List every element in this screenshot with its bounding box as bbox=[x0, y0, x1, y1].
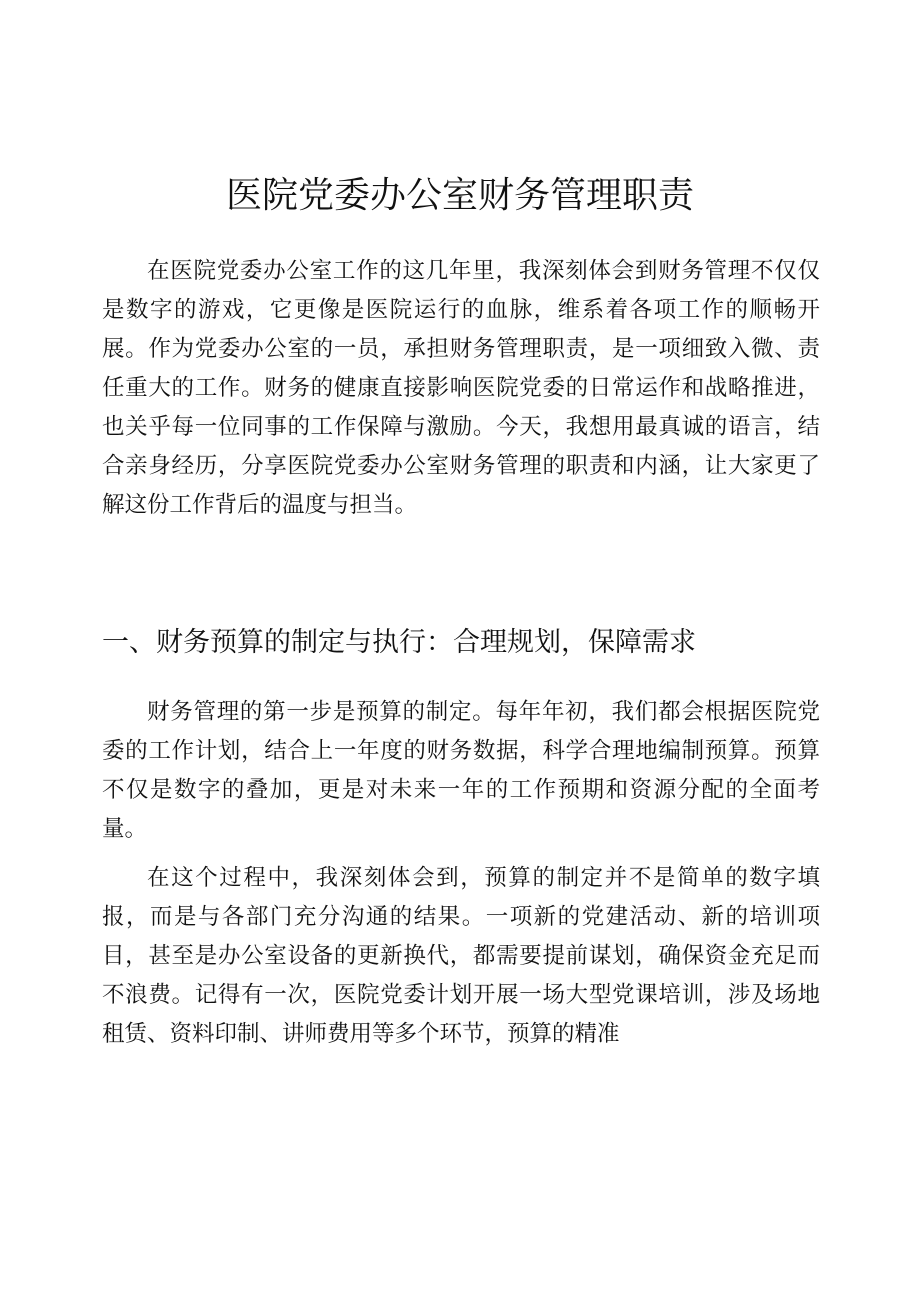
section-paragraph: 财务管理的第一步是预算的制定。每年年初，我们都会根据医院党委的工作计划，结合上一年度的财务数据，科学合理地编制预算。预算不仅是数字的叠加，更是对未来一年的工作预期和资源分配的全面考量。 bbox=[102, 699, 820, 842]
section-heading: 一、财务预算的制定与执行：合理规划，保障需求 bbox=[102, 627, 696, 658]
section-paragraph: 在这个过程中，我深刻体会到，预算的制定并不是简单的数字填报，而是与各部门充分沟通的结果。一项新的党建活动、新的培训项目，甚至是办公室设备的更新换代，都需要提前谋划，确保资金充足而不浪费。记得有一次，医院党委计划开展一场大型党课培训，涉及场地租赁、资料印制、讲师费用等多个环节，预算的精准 bbox=[102, 865, 820, 1047]
document-title: 医院党委办公室财务管理职责 bbox=[225, 175, 694, 216]
intro-paragraph: 在医院党委办公室工作的这几年里，我深刻体会到财务管理不仅仅是数字的游戏，它更像是医院运行的血脉，维系着各项工作的顺畅开展。作为党委办公室的一员，承担财务管理职责，是一项细致入微、责任重大的工作。财务的健康直接影响医院党委的日常运作和战略推进，也关乎每一位同事的工作保障与激励。今天，我想用最真诚的语言，结合亲身经历，分享医院党委办公室财务管理的职责和内涵，让大家更了解这份工作背后的温度与担当。 bbox=[102, 258, 820, 518]
